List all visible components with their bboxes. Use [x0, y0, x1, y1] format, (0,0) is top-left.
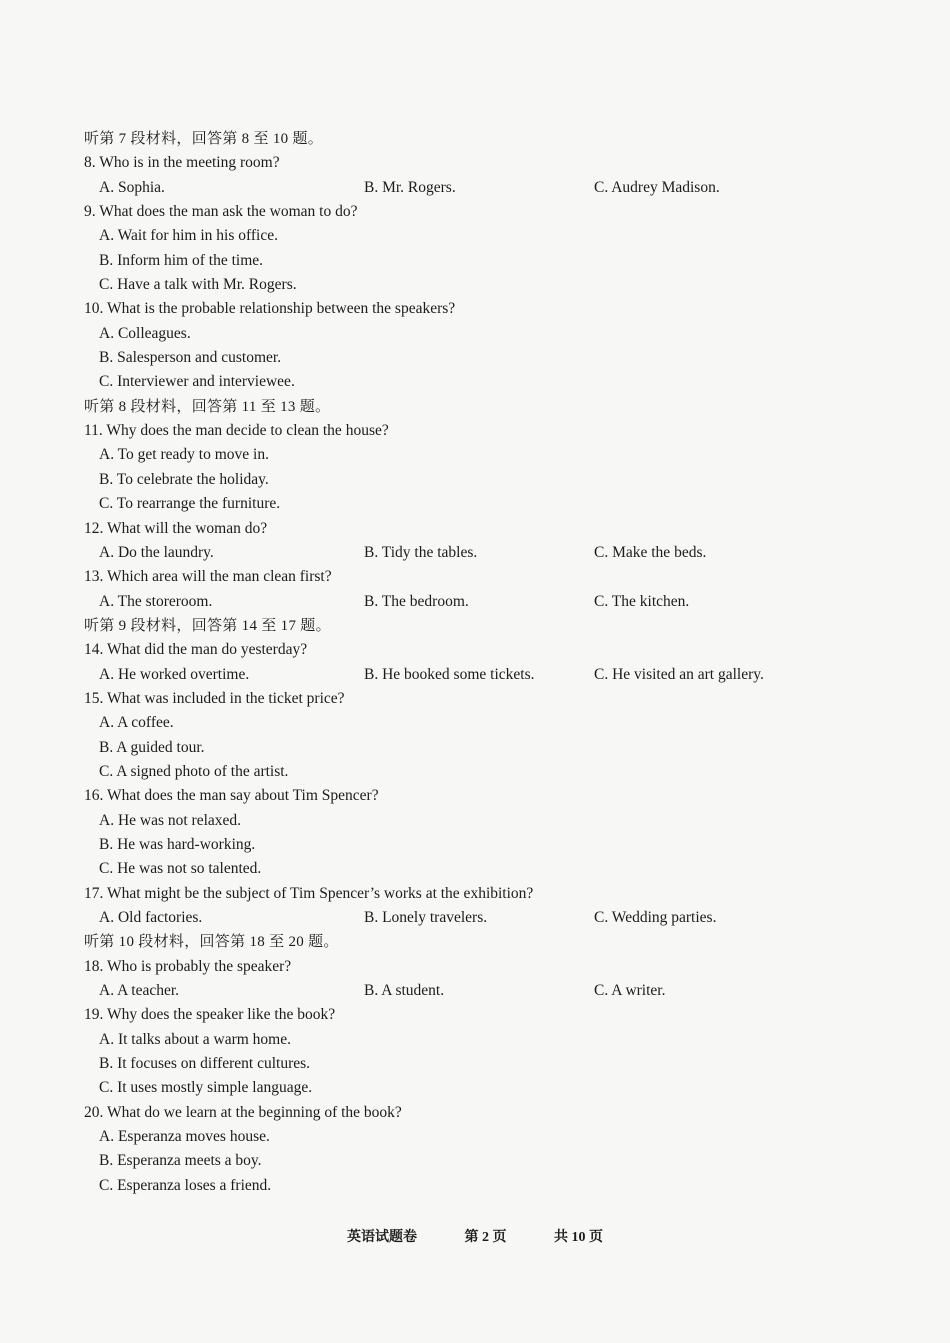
question-8-stem: 8. Who is in the meeting room?	[84, 154, 280, 172]
question-8-option-a: A. Sophia.	[99, 178, 165, 196]
question-16-option-b: B. He was hard-working.	[99, 835, 256, 853]
question-10-option-b: B. Salesperson and customer.	[99, 349, 282, 367]
question-list	[84, 127, 884, 1198]
question-12-options	[84, 541, 884, 565]
question-10-option-c: C. Interviewer and interviewee.	[99, 373, 295, 391]
question-14-option-a: A. He worked overtime.	[99, 665, 250, 683]
question-13-option-c: C. The kitchen.	[594, 592, 690, 610]
footer-page-number: 第 2 页	[464, 1230, 507, 1245]
question-11-option-a: A. To get ready to move in.	[99, 446, 269, 464]
section-header-8: 听第 8 段材料，回答第 11 至 13 题。	[84, 398, 331, 415]
question-14-option-b: B. He booked some tickets.	[364, 665, 535, 683]
question-19-option-a: A. It talks about a warm home.	[99, 1030, 291, 1048]
question-9-option-a: A. Wait for him in his office.	[99, 227, 278, 245]
question-10-option-a: A. Colleagues.	[99, 324, 191, 342]
question-12-option-b: B. Tidy the tables.	[364, 543, 478, 561]
question-14-option-c: C. He visited an art gallery.	[594, 665, 764, 683]
question-13-option-a: A. The storeroom.	[99, 592, 213, 610]
question-17-option-b: B. Lonely travelers.	[364, 909, 488, 926]
footer-title: 英语试题卷	[347, 1230, 417, 1245]
question-10-stem: 10. What is the probable relationship between the speakers?	[84, 300, 456, 318]
question-20-option-b: B. Esperanza meets a boy.	[99, 1152, 262, 1170]
question-19-option-b: B. It focuses on different cultures.	[99, 1055, 311, 1073]
question-13-options	[84, 590, 884, 614]
page-footer	[0, 1226, 950, 1246]
question-15-stem: 15. What was included in the ticket price?	[84, 689, 345, 707]
question-20-stem: 20. What do we learn at the beginning of the book?	[84, 1103, 402, 1121]
question-17-option-a: A. Old factories.	[99, 909, 203, 926]
question-11-stem: 11. Why does the man decide to clean the house?	[84, 422, 389, 440]
question-13-stem: 13. Which area will the man clean first?	[84, 568, 332, 586]
question-9-option-c: C. Have a talk with Mr. Rogers.	[99, 276, 297, 294]
question-15-option-c: C. A signed photo of the artist.	[99, 762, 289, 780]
question-18-option-a: A. A teacher.	[99, 982, 180, 1000]
question-14-options	[84, 663, 884, 687]
question-16-stem: 16. What does the man say about Tim Spencer?	[84, 787, 379, 805]
section-header-10: 听第 10 段材料，回答第 18 至 20 题。	[84, 934, 339, 951]
question-12-option-c: C. Make the beds.	[594, 543, 707, 561]
question-20-option-c: C. Esperanza loses a friend.	[99, 1176, 272, 1194]
question-8-options	[84, 176, 884, 200]
question-17-options	[84, 906, 884, 930]
question-18-stem: 18. Who is probably the speaker?	[84, 957, 292, 975]
question-19-stem: 19. Why does the speaker like the book?	[84, 1006, 336, 1024]
question-8-option-c: C. Audrey Madison.	[594, 178, 720, 196]
question-13-option-b: B. The bedroom.	[364, 592, 469, 610]
question-17-option-c: C. Wedding parties.	[594, 909, 717, 926]
question-15-option-b: B. A guided tour.	[99, 738, 205, 756]
question-20-option-a: A. Esperanza moves house.	[99, 1128, 270, 1146]
section-header-7: 听第 7 段材料，回答第 8 至 10 题。	[84, 131, 324, 147]
section-header-9: 听第 9 段材料，回答第 14 至 17 题。	[84, 617, 331, 634]
question-15-option-a: A. A coffee.	[99, 714, 174, 732]
question-18-option-c: C. A writer.	[594, 982, 666, 1000]
question-9-option-b: B. Inform him of the time.	[99, 251, 264, 269]
question-12-stem: 12. What will the woman do?	[84, 519, 268, 537]
question-11-option-c: C. To rearrange the furniture.	[99, 495, 281, 513]
footer-total-pages: 共 10 页	[554, 1230, 603, 1245]
question-12-option-a: A. Do the laundry.	[99, 543, 214, 561]
question-16-option-a: A. He was not relaxed.	[99, 811, 242, 829]
question-19-option-c: C. It uses mostly simple language.	[99, 1079, 313, 1097]
question-18-option-b: B. A student.	[364, 982, 445, 1000]
question-17-stem: 17. What might be the subject of Tim Spencer’s works at the exhibition?	[84, 884, 534, 902]
question-18-options	[84, 979, 884, 1003]
question-14-stem: 14. What did the man do yesterday?	[84, 641, 308, 659]
question-16-option-c: C. He was not so talented.	[99, 860, 262, 878]
question-9-stem: 9. What does the man ask the woman to do?	[84, 203, 358, 221]
question-8-option-b: B. Mr. Rogers.	[364, 178, 456, 196]
question-11-option-b: B. To celebrate the holiday.	[99, 470, 269, 488]
